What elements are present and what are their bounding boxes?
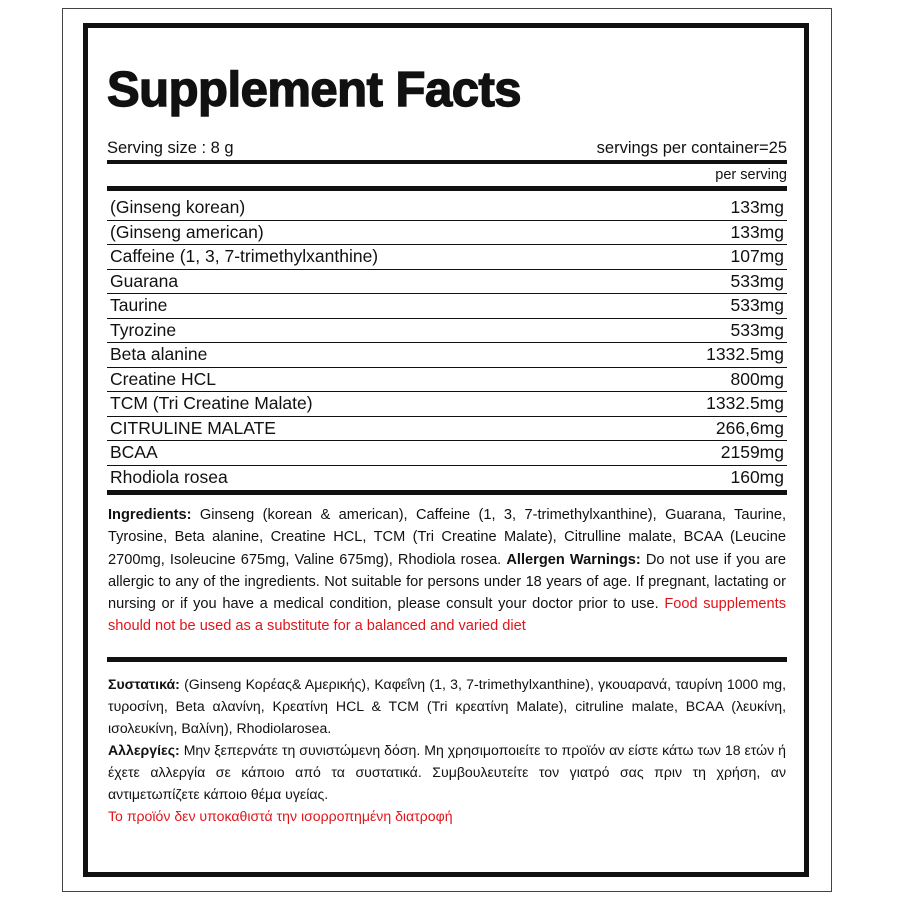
nutrient-row bbox=[107, 343, 787, 368]
nutrient-name: Tyrozine bbox=[110, 319, 177, 340]
nutrient-table bbox=[107, 186, 787, 490]
panel-title: Supplement Facts bbox=[107, 63, 522, 117]
allergen-gr-label: Αλλεργίες: bbox=[108, 742, 180, 758]
nutrient-row bbox=[107, 196, 787, 221]
serving-size: Serving size : 8 g bbox=[107, 139, 234, 157]
nutrient-row bbox=[107, 441, 787, 466]
allergen-gr-text: Μην ξεπερνάτε τη συνιστώμενη δόση. Μη χρησιμοποιείτε το προϊόν αν είστε κάτω των 18 ετών ή έχετε αλλεργία σε κάποιο από τα συστατικά. Συμβουλευτείτε τον γιατρό σας πριν τη χρήση, αν αντιμετωπίζετε κάποιο θέμα υγείας. bbox=[108, 742, 786, 802]
ingredients-en-paragraph bbox=[107, 504, 787, 638]
nutrient-name: TCM (Tri Creatine Malate) bbox=[110, 393, 313, 414]
nutrient-name: CITRULINE MALATE bbox=[110, 417, 276, 438]
nutrient-amount: 266,6mg bbox=[715, 417, 784, 438]
nutrient-name: Creatine HCL bbox=[110, 368, 217, 389]
ingredients-en-section bbox=[107, 495, 787, 657]
serving-info bbox=[107, 136, 787, 160]
nutrient-amount: 800mg bbox=[730, 368, 784, 389]
nutrient-amount: 133mg bbox=[730, 221, 784, 242]
nutrient-name: Beta alanine bbox=[110, 344, 208, 365]
allergen-label: Allergen Warnings: bbox=[506, 551, 641, 568]
nutrient-amount: 1332.5mg bbox=[706, 393, 784, 414]
ingredients-gr-text: (Ginseng Κορέας& Αμερικής), Καφεΐνη (1, 3, 7-trimethylxanthine), γκουαρανά, ταυρίνη 1000 mg, τυροσίνη, Beta αλανίνη, Κρεατίνη HCL & TCM (Tri κρεατίνη Malate), citruline malate, BCAA (λευκίνη, ισολευκίνη, Βαλίνη), Rhodiolarosea. bbox=[108, 676, 786, 736]
nutrient-row bbox=[107, 466, 787, 491]
nutrient-name: Guarana bbox=[110, 270, 179, 291]
food-supplement-warning-gr: Το προϊόν δεν υποκαθιστά την ισορροπημένη διατροφή bbox=[108, 808, 453, 824]
nutrient-amount: 107mg bbox=[730, 246, 784, 267]
nutrient-row bbox=[107, 245, 787, 270]
servings-per-container: servings per container=25 bbox=[596, 139, 787, 157]
ingredients-text: Ginseng (korean & american), Caffeine (1, 3, 7-trimethylxanthine), Guarana, Taurine, Tyrosine, Beta alanine, Creatine HCL, TCM (Tri Creatine Malate), Citrulline malate, BCAA (Leucine 2700mg, Isoleucine 675mg, Valine 675mg), Rhodiola rosea. bbox=[108, 507, 786, 568]
nutrient-row bbox=[107, 392, 787, 417]
nutrient-name: Rhodiola rosea bbox=[110, 467, 228, 488]
nutrient-row bbox=[107, 417, 787, 442]
per-serving-header: per serving bbox=[715, 167, 787, 183]
nutrient-row bbox=[107, 270, 787, 295]
ingredients-gr-section bbox=[107, 662, 787, 827]
allergen-text: Do not use if you are allergic to any of the ingredients. Not suitable for persons under 18 years of age. If pregnant, lactating or nursing or if you have a medical condition, please consult your doctor prior to use. bbox=[108, 551, 786, 613]
nutrient-amount: 533mg bbox=[730, 270, 784, 291]
nutrient-amount: 533mg bbox=[730, 319, 784, 340]
label-outer-frame bbox=[62, 8, 832, 892]
ingredients-gr-paragraph bbox=[107, 673, 787, 827]
nutrient-amount: 133mg bbox=[730, 197, 784, 218]
ingredients-gr-label: Συστατικά: bbox=[108, 676, 180, 692]
nutrient-amount: 160mg bbox=[730, 467, 784, 488]
supplement-facts-panel bbox=[83, 23, 809, 877]
ingredients-label: Ingredients: bbox=[108, 507, 192, 523]
nutrient-name: Caffeine (1, 3, 7-trimethylxanthine) bbox=[110, 246, 379, 267]
nutrient-amount: 2159mg bbox=[720, 442, 784, 463]
nutrient-name: Taurine bbox=[110, 295, 168, 316]
food-supplement-warning: Food supplements should not be used as a substitute for a balanced and varied diet bbox=[108, 596, 786, 635]
nutrient-name: (Ginseng korean) bbox=[110, 197, 246, 218]
nutrient-amount: 1332.5mg bbox=[706, 344, 784, 365]
nutrient-row bbox=[107, 368, 787, 393]
nutrient-row bbox=[107, 319, 787, 344]
nutrient-amount: 533mg bbox=[730, 295, 784, 316]
nutrient-row bbox=[107, 294, 787, 319]
nutrient-name: BCAA bbox=[110, 442, 158, 463]
nutrient-name: (Ginseng american) bbox=[110, 221, 264, 242]
nutrient-row bbox=[107, 221, 787, 246]
